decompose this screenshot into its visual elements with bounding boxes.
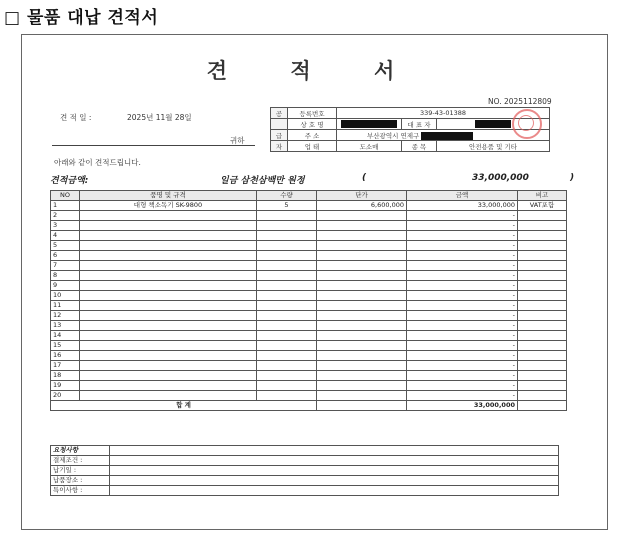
quote-date-label: 견 적 일 : xyxy=(60,113,92,122)
table-row xyxy=(51,251,567,261)
business-item-label: 종 목 xyxy=(402,141,437,152)
table-row xyxy=(51,351,567,361)
item-amount: - xyxy=(407,371,518,381)
item-name xyxy=(80,371,257,381)
supplier-vertical-label: 급 xyxy=(271,130,288,141)
items-table xyxy=(50,190,567,411)
item-unit-price xyxy=(317,341,407,351)
table-row xyxy=(51,381,567,391)
notes-heading: 요청사항 xyxy=(51,446,110,456)
item-name xyxy=(80,311,257,321)
item-note xyxy=(518,301,567,311)
item-amount: 33,000,000 xyxy=(407,201,518,211)
item-no: 11 xyxy=(51,301,80,311)
item-qty xyxy=(257,371,317,381)
business-item-value: 안전용품 및 기타 xyxy=(437,141,550,152)
table-row xyxy=(51,321,567,331)
table-row xyxy=(51,291,567,301)
item-note xyxy=(518,211,567,221)
item-name xyxy=(80,231,257,241)
item-note xyxy=(518,371,567,381)
item-no: 16 xyxy=(51,351,80,361)
total-value: 33,000,000 xyxy=(407,401,518,411)
item-amount: - xyxy=(407,251,518,261)
item-amount: - xyxy=(407,271,518,281)
table-row xyxy=(51,391,567,401)
item-name xyxy=(80,351,257,361)
table-row xyxy=(51,231,567,241)
supplier-table xyxy=(270,107,550,152)
item-note: VAT포함 xyxy=(518,201,567,211)
document-title: 견 적 서 xyxy=(206,59,423,83)
item-unit-price xyxy=(317,321,407,331)
item-qty xyxy=(257,271,317,281)
item-name xyxy=(80,291,257,301)
item-note xyxy=(518,221,567,231)
quote-amount-label: 견적금액: xyxy=(50,176,89,186)
notes-value xyxy=(110,466,559,476)
item-unit-price xyxy=(317,311,407,321)
quote-amount-close-paren: ) xyxy=(570,173,575,183)
table-row xyxy=(51,311,567,321)
item-unit-price xyxy=(317,281,407,291)
item-amount: - xyxy=(407,311,518,321)
item-qty xyxy=(257,211,317,221)
item-qty xyxy=(257,231,317,241)
item-unit-price xyxy=(317,331,407,341)
business-type-label: 업 태 xyxy=(288,141,337,152)
intro-text: 아래와 같이 견적드립니다. xyxy=(54,158,141,167)
notes-value xyxy=(110,486,559,496)
item-unit-price: 6,600,000 xyxy=(317,201,407,211)
item-note xyxy=(518,271,567,281)
item-amount: - xyxy=(407,381,518,391)
item-note xyxy=(518,241,567,251)
item-unit-price xyxy=(317,211,407,221)
quote-date-value: 2025년 11월 28일 xyxy=(127,113,192,122)
reg-no-value: 339-43-01388 xyxy=(337,108,550,119)
table-row xyxy=(51,371,567,381)
item-no: 20 xyxy=(51,391,80,401)
item-note xyxy=(518,261,567,271)
item-no: 7 xyxy=(51,261,80,271)
table-row xyxy=(51,261,567,271)
recipient-honorific: 귀하 xyxy=(230,136,245,145)
item-unit-price xyxy=(317,261,407,271)
item-amount: - xyxy=(407,291,518,301)
item-unit-price xyxy=(317,221,407,231)
item-unit-price xyxy=(317,301,407,311)
item-no: 12 xyxy=(51,311,80,321)
item-note xyxy=(518,351,567,361)
item-name xyxy=(80,211,257,221)
item-amount: - xyxy=(407,341,518,351)
table-row xyxy=(51,361,567,371)
company-label: 상 호 명 xyxy=(288,119,337,130)
item-no: 3 xyxy=(51,221,80,231)
item-unit-price xyxy=(317,241,407,251)
notes-table xyxy=(50,445,559,496)
item-amount: - xyxy=(407,241,518,251)
item-no: 17 xyxy=(51,361,80,371)
item-unit-price xyxy=(317,371,407,381)
notes-label: 납기일 : xyxy=(51,466,110,476)
item-qty: 5 xyxy=(257,201,317,211)
table-row xyxy=(51,201,567,211)
item-qty xyxy=(257,341,317,351)
recipient-line xyxy=(52,145,255,146)
col-header-note: 비고 xyxy=(518,191,567,201)
item-amount: - xyxy=(407,391,518,401)
notes-label: 납품장소 : xyxy=(51,476,110,486)
address-value: 부산광역시 연제구 xyxy=(337,130,550,141)
item-name xyxy=(80,321,257,331)
item-unit-price xyxy=(317,271,407,281)
quotation-sheet xyxy=(21,34,608,530)
table-row xyxy=(51,301,567,311)
item-name xyxy=(80,301,257,311)
item-name xyxy=(80,361,257,371)
item-name xyxy=(80,381,257,391)
notes-row xyxy=(51,486,559,496)
total-row xyxy=(51,401,567,411)
item-note xyxy=(518,361,567,371)
item-amount: - xyxy=(407,301,518,311)
col-header-qty: 수량 xyxy=(257,191,317,201)
item-unit-price xyxy=(317,361,407,371)
item-no: 18 xyxy=(51,371,80,381)
quote-amount-words: 일금 삼천삼백만 원정 xyxy=(220,176,305,186)
item-name xyxy=(80,251,257,261)
item-qty xyxy=(257,221,317,231)
item-name xyxy=(80,281,257,291)
table-row xyxy=(51,331,567,341)
address-label: 주 소 xyxy=(288,130,337,141)
table-row xyxy=(51,241,567,251)
item-no: 6 xyxy=(51,251,80,261)
business-type-value: 도소매 xyxy=(337,141,402,152)
item-qty xyxy=(257,281,317,291)
item-qty xyxy=(257,351,317,361)
notes-row xyxy=(51,456,559,466)
item-no: 15 xyxy=(51,341,80,351)
item-qty xyxy=(257,311,317,321)
table-row xyxy=(51,211,567,221)
item-note xyxy=(518,391,567,401)
notes-row xyxy=(51,476,559,486)
item-name: 대형 책소독기 SK-9800 xyxy=(80,201,257,211)
supplier-vertical-label: 자 xyxy=(271,141,288,152)
item-note xyxy=(518,341,567,351)
item-no: 14 xyxy=(51,331,80,341)
item-qty xyxy=(257,321,317,331)
item-unit-price xyxy=(317,381,407,391)
section-title: □ 물품 대납 견적서 xyxy=(4,8,159,28)
item-name xyxy=(80,331,257,341)
item-note xyxy=(518,251,567,261)
item-unit-price xyxy=(317,251,407,261)
item-amount: - xyxy=(407,231,518,241)
item-qty xyxy=(257,331,317,341)
item-name xyxy=(80,221,257,231)
item-amount: - xyxy=(407,361,518,371)
item-unit-price xyxy=(317,231,407,241)
company-value-redacted xyxy=(337,119,402,130)
item-qty xyxy=(257,261,317,271)
item-name xyxy=(80,271,257,281)
table-row xyxy=(51,281,567,291)
representative-label: 대 표 자 xyxy=(402,119,437,130)
item-qty xyxy=(257,251,317,261)
total-label: 합 계 xyxy=(51,401,317,411)
notes-value xyxy=(110,456,559,466)
item-unit-price xyxy=(317,351,407,361)
item-qty xyxy=(257,391,317,401)
item-unit-price xyxy=(317,391,407,401)
item-no: 1 xyxy=(51,201,80,211)
supplier-vertical-label: 공 xyxy=(271,108,288,119)
item-amount: - xyxy=(407,261,518,271)
item-qty xyxy=(257,381,317,391)
item-name xyxy=(80,391,257,401)
col-header-no: NO xyxy=(51,191,80,201)
notes-value xyxy=(110,476,559,486)
item-amount: - xyxy=(407,321,518,331)
item-qty xyxy=(257,291,317,301)
item-name xyxy=(80,261,257,271)
item-no: 10 xyxy=(51,291,80,301)
item-no: 4 xyxy=(51,231,80,241)
item-unit-price xyxy=(317,291,407,301)
item-amount: - xyxy=(407,281,518,291)
item-note xyxy=(518,281,567,291)
notes-label: 결제조건 : xyxy=(51,456,110,466)
item-note xyxy=(518,291,567,301)
item-qty xyxy=(257,361,317,371)
table-row xyxy=(51,221,567,231)
notes-row xyxy=(51,466,559,476)
item-no: 9 xyxy=(51,281,80,291)
item-no: 5 xyxy=(51,241,80,251)
item-note xyxy=(518,381,567,391)
item-amount: - xyxy=(407,331,518,341)
item-amount: - xyxy=(407,221,518,231)
item-amount: - xyxy=(407,351,518,361)
company-seal-stamp xyxy=(512,109,542,139)
item-amount: - xyxy=(407,211,518,221)
item-note xyxy=(518,331,567,341)
table-row xyxy=(51,341,567,351)
quote-amount-number: 33,000,000 xyxy=(472,173,529,183)
item-no: 2 xyxy=(51,211,80,221)
col-header-name: 품명 및 규격 xyxy=(80,191,257,201)
item-no: 19 xyxy=(51,381,80,391)
col-header-unit-price: 단가 xyxy=(317,191,407,201)
item-name xyxy=(80,341,257,351)
item-note xyxy=(518,311,567,321)
item-qty xyxy=(257,241,317,251)
col-header-amount: 금액 xyxy=(407,191,518,201)
document-number: NO. 2025112809 xyxy=(488,97,552,106)
item-note xyxy=(518,321,567,331)
reg-no-label: 등록번호 xyxy=(288,108,337,119)
item-qty xyxy=(257,301,317,311)
item-note xyxy=(518,231,567,241)
notes-label: 특이사항 : xyxy=(51,486,110,496)
table-row xyxy=(51,271,567,281)
quote-amount-open-paren: ( xyxy=(362,173,367,183)
item-no: 13 xyxy=(51,321,80,331)
item-no: 8 xyxy=(51,271,80,281)
item-name xyxy=(80,241,257,251)
